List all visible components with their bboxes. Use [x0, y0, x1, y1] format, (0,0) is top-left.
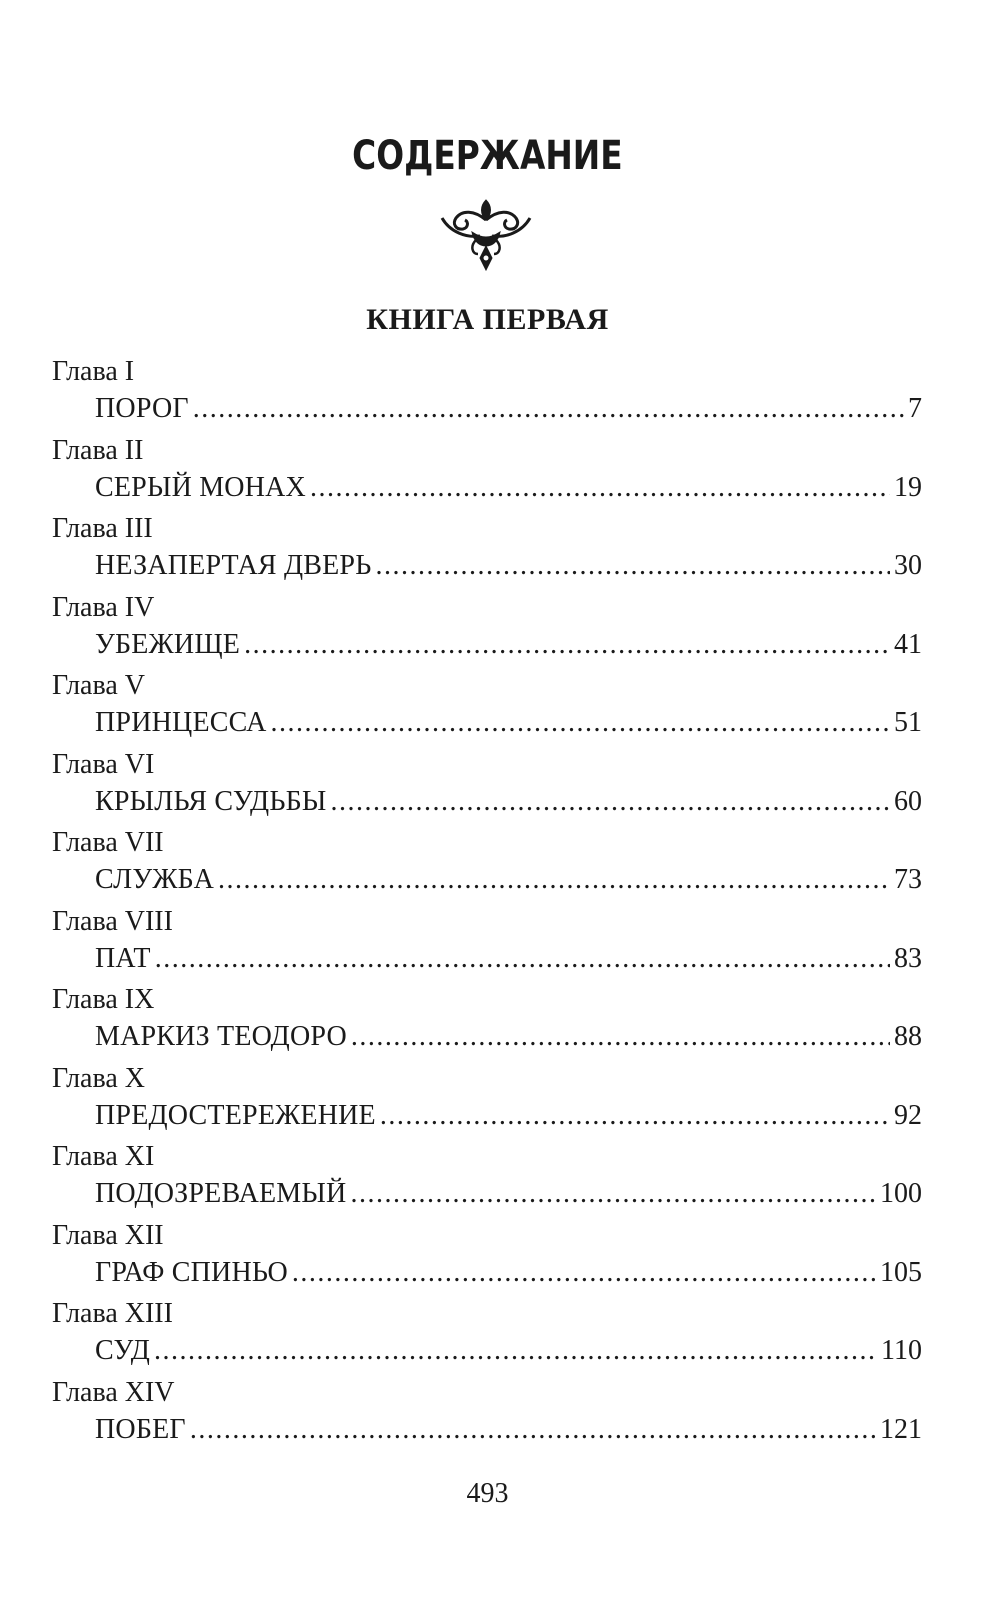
- chapter-label: Глава X: [52, 1062, 145, 1094]
- fleuron-ornament-icon: [436, 196, 536, 276]
- chapter-page-number: 83: [894, 942, 922, 974]
- dot-leader: [376, 548, 891, 584]
- chapter-title: ПРЕДОСТЕРЕЖЕНИЕ: [95, 1099, 376, 1131]
- chapter-page-number: 30: [894, 550, 922, 581]
- dot-leader: [193, 391, 904, 427]
- toc-entry: [52, 512, 922, 591]
- book-heading: КНИГА ПЕРВАЯ: [366, 303, 609, 336]
- dot-leader: [244, 627, 890, 663]
- toc-entry: [52, 1140, 922, 1219]
- chapter-label: Глава XI: [52, 1141, 155, 1172]
- chapter-page-number: 88: [894, 1021, 922, 1052]
- dot-leader: [331, 784, 891, 820]
- dot-leader: [310, 470, 890, 506]
- toc-entry: [52, 1376, 922, 1455]
- chapter-page-number: 73: [894, 864, 922, 895]
- chapter-title: НЕЗАПЕРТАЯ ДВЕРЬ: [95, 550, 372, 581]
- chapter-page-number: 100: [880, 1178, 922, 1209]
- chapter-label: Глава VIII: [52, 905, 173, 937]
- chapter-label: Глава VI: [52, 748, 155, 780]
- chapter-title: ПАТ: [95, 942, 151, 974]
- dot-leader: [154, 1333, 877, 1369]
- chapter-title: УБЕЖИЩЕ: [95, 628, 241, 660]
- chapter-title: КРЫЛЬЯ СУДЬБЫ: [95, 785, 327, 817]
- toc-line: [95, 1255, 922, 1291]
- toc-line: [95, 784, 922, 820]
- toc-line: [95, 705, 922, 741]
- chapter-page-number: 51: [894, 707, 922, 738]
- chapter-title: ГРАФ СПИНЬО: [95, 1256, 288, 1288]
- toc-entry: [52, 1297, 922, 1376]
- toc-line: [95, 627, 922, 663]
- dot-leader: [218, 862, 890, 898]
- chapter-label: Глава IX: [52, 984, 155, 1015]
- toc-entry: [52, 355, 922, 434]
- chapter-title: СЕРЫЙ МОНАХ: [95, 471, 306, 503]
- toc-entry: [52, 748, 922, 827]
- page-title: СОДЕРЖАНИЕ: [352, 133, 623, 179]
- table-of-contents: [52, 355, 922, 1454]
- toc-line: [95, 470, 922, 506]
- chapter-label: Глава XII: [52, 1219, 164, 1251]
- chapter-label: Глава XIV: [52, 1376, 175, 1408]
- dot-leader: [155, 941, 890, 977]
- page-number: 493: [466, 1478, 509, 1509]
- chapter-label: Глава XIII: [52, 1298, 173, 1329]
- dot-leader: [271, 705, 890, 741]
- chapter-label: Глава V: [52, 670, 145, 701]
- chapter-title: ПРИНЦЕССА: [95, 707, 267, 738]
- toc-entry: [52, 1062, 922, 1141]
- toc-entry: [52, 669, 922, 748]
- chapter-page-number: 105: [880, 1256, 922, 1288]
- toc-line: [95, 862, 922, 898]
- chapter-page-number: 121: [880, 1413, 922, 1445]
- dot-leader: [292, 1255, 876, 1291]
- toc-entry: [52, 434, 922, 513]
- dot-leader: [380, 1098, 890, 1134]
- toc-entry: [52, 983, 922, 1062]
- chapter-page-number: 7: [908, 393, 922, 424]
- toc-line: [95, 1176, 922, 1212]
- chapter-page-number: 92: [894, 1099, 922, 1131]
- chapter-label: Глава III: [52, 513, 153, 544]
- dot-leader: [350, 1176, 876, 1212]
- toc-line: [95, 1019, 922, 1055]
- chapter-label: Глава VII: [52, 827, 164, 858]
- chapter-label: Глава I: [52, 356, 135, 387]
- dot-leader: [351, 1019, 890, 1055]
- chapter-title: ПОБЕГ: [95, 1413, 186, 1445]
- toc-line: [95, 1412, 922, 1448]
- toc-entry: [52, 591, 922, 670]
- chapter-title: СУД: [95, 1335, 151, 1366]
- chapter-label: Глава II: [52, 434, 144, 466]
- chapter-title: СЛУЖБА: [95, 864, 215, 895]
- chapter-title: ПОРОГ: [95, 393, 189, 424]
- dot-leader: [190, 1412, 876, 1448]
- chapter-page-number: 19: [894, 471, 922, 503]
- toc-line: [95, 1098, 922, 1134]
- toc-entry: [52, 1219, 922, 1298]
- chapter-title: ПОДОЗРЕВАЕМЫЙ: [95, 1178, 347, 1209]
- toc-entry: [52, 826, 922, 905]
- toc-line: [95, 391, 922, 427]
- chapter-page-number: 60: [894, 785, 922, 817]
- toc-line: [95, 1333, 922, 1369]
- toc-line: [95, 548, 922, 584]
- chapter-title: МАРКИЗ ТЕОДОРО: [95, 1021, 347, 1052]
- chapter-label: Глава IV: [52, 591, 155, 623]
- toc-line: [95, 941, 922, 977]
- chapter-page-number: 41: [894, 628, 922, 660]
- toc-entry: [52, 905, 922, 984]
- chapter-page-number: 110: [881, 1335, 922, 1366]
